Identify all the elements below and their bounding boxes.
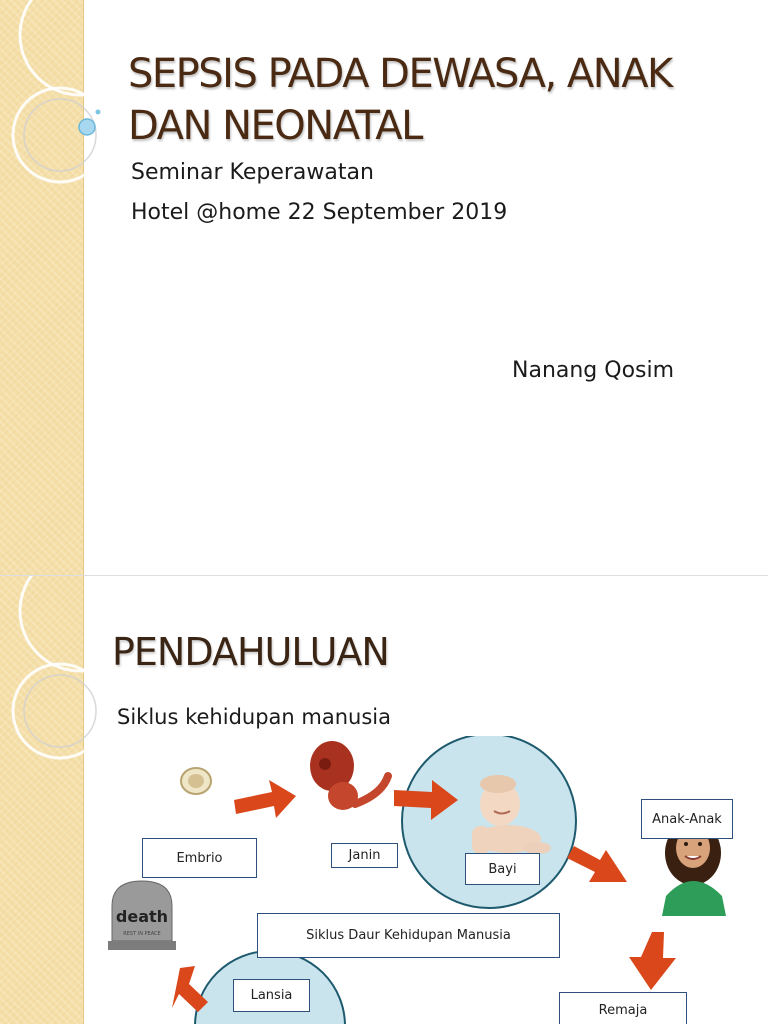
stage-label-bayi: Bayi xyxy=(488,861,517,877)
stage-box-lansia xyxy=(233,979,310,1012)
stage-box-embrio xyxy=(142,838,257,878)
arrow-embrio-janin xyxy=(234,780,296,818)
subtitle-venue-date: Hotel @home 22 September 2019 xyxy=(131,200,508,225)
stage-box-bayi xyxy=(465,853,540,885)
section-subtitle: Siklus kehidupan manusia xyxy=(117,705,391,729)
center-label: Siklus Daur Kehidupan Manusia xyxy=(306,928,511,943)
slide-title xyxy=(128,48,748,152)
stage-label-embrio: Embrio xyxy=(176,850,223,866)
stage-label-janin: Janin xyxy=(348,848,381,863)
stage-box-janin xyxy=(331,843,398,868)
subtitle-event: Seminar Keperawatan xyxy=(131,160,374,185)
section-title: PENDAHULUAN xyxy=(112,630,389,674)
arrow-bayi-anak xyxy=(567,846,627,882)
arrow-anak-remaja xyxy=(629,932,676,990)
slide-title-line-1: SEPSIS PADA DEWASA, ANAK xyxy=(128,51,672,97)
embryo-image xyxy=(181,768,211,794)
center-label-box xyxy=(257,913,560,958)
stage-label-remaja: Remaja xyxy=(598,1003,648,1018)
stage-label-anak: Anak-Anak xyxy=(652,811,722,827)
slide-title-line-2: DAN NEONATAL xyxy=(128,103,422,149)
stage-box-anak xyxy=(641,799,733,839)
stage-box-remaja xyxy=(559,992,687,1024)
gravestone-image xyxy=(108,881,176,950)
author-name: Nanang Qosim xyxy=(512,358,675,383)
fetus-image xyxy=(310,741,388,810)
intro-slide xyxy=(0,576,768,1024)
arrow-death-lansia xyxy=(172,966,208,1012)
life-cycle-diagram xyxy=(100,736,768,1024)
gravestone-small-text: REST IN PEACE xyxy=(123,931,161,937)
stage-label-lansia: Lansia xyxy=(250,988,293,1003)
gravestone-text: death xyxy=(115,907,169,926)
